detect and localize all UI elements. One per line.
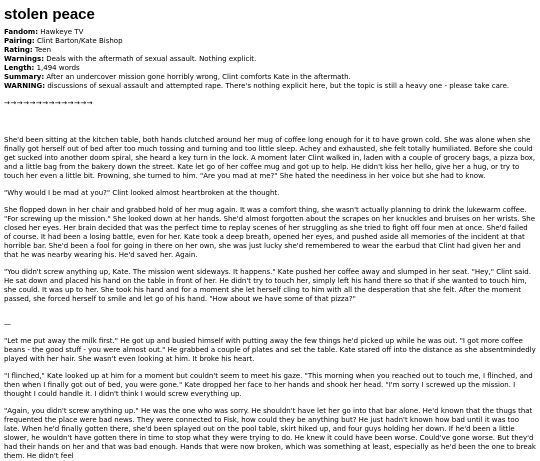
story-paragraph: "You didn't screw anything up, Kate. The mission went sideways. It happens." Kate pushed her coffee away and slumped in her seat. "Hey," Clint said. He sat down and placed his hand on the table in front of her. He didn't try to touch her, simply left his hand there so that if she wanted to touch him, she could. It was up to her. She took his hand and for a moment she let herself cling to him with all the desperation that she felt. After the moment passed, she forced herself to smile and let go of his hand. "How about we have some of that pizza?" — [4, 268, 531, 303]
story-metadata — [4, 28, 536, 91]
meta-fandom: Fandom: Hawkeye TV — [4, 28, 84, 36]
story-body-part-1 — [4, 136, 536, 304]
story-paragraph: "Again, you didn't screw anything up." He was the one who was sorry. He shouldn't have let her go into that bar alone. He'd known that the thugs that frequented the place were bad news. They were connected to Fisk, how could they be anything but? He just hadn't known how bad until it was too late. When he'd finally gotten there, she'd been splayed out on the pool table, skirt hiked up, and four guys holding her down. If he'd been a little slower, he wouldn't have gotten there in time to stop what they were trying to do. He knew it could have been worse. Could've gone worse. But they'd had their hands on her and that was bad enough. Hands that were now broken, which was something at least, especially as he'd been the one to break them. He didn't feel — [4, 407, 536, 460]
story-title: stolen peace — [4, 6, 95, 23]
story-paragraph: "Let me put away the milk first." He got up and busied himself with putting away the few things he'd picked up while he was out. "I got more coffee beans - the good stuff - you were almost out." He grabbed a couple of plates and set the table. Kate stared off into the distance as she absentmindedly played with her hair. She wasn't even looking at him. It broke his heart. — [4, 337, 536, 363]
story-paragraph: "Why would I be mad at you?" Clint looked almost heartbroken at the thought. — [4, 189, 280, 197]
story-body-part-2 — [4, 337, 536, 461]
scene-separator: — — [4, 320, 11, 328]
meta-summary: Summary: After an undercover mission gone horribly wrong, Clint comforts Kate in the aftermath. — [4, 73, 351, 81]
meta-length: Length: 1,494 words — [4, 64, 80, 72]
story-paragraph: She'd been sitting at the kitchen table, both hands clutched around her mug of coffee long enough for it to have grown cold. She was alone when she finally got herself out of bed after too much tossing and turning and too little sleep. Achey and exhausted, she felt totally humiliated. Before she could get sucked into another doom spiral, she heard a key turn in the lock. A moment later Clint walked in, laden with a couple of grocery bags, a pizza box, and a little bag from the bakery down the street. Kate let go of her coffee mug and got up to help. He didn't kiss her hello, give her a hug, or try to touch her even a little bit. Frowning, she turned to him. "Are you mad at me?" She hated the neediness in her voice but she had to know. — [4, 136, 536, 180]
meta-rating: Rating: Teen — [4, 46, 52, 54]
story-paragraph: She flopped down in her chair and grabbed hold of her mug again. It was a comfort thing, she wasn't actually planning to drink the lukewarm coffee. "For screwing up the mission." She looked down at her hands. She'd almost forgotten about the scrapes on her knuckles and bruises on her wrists. She closed her eyes. Her brain decided that was the perfect time to replay scenes of her struggling as she tried to fight off four men at once. She'd failed of course. It had been a losing battle, even for her. Kate took a deep breath, opened her eyes, and pushed aside all memories of the incident at that horrible bar. She'd been a fool for going in there on her own, she was just lucky she'd remembered to wear the earbud that Clint had given her and that he was nearby wearing his. He'd saved her. Again. — [4, 206, 536, 259]
meta-warnings: Warnings: Deals with the aftermath of sexual assault. Nothing explicit. — [4, 55, 257, 63]
meta-content-warning: WARNING: discussions of sexual assault and attempted rape. There's nothing explicit here, but the topic is still a heavy one - please take care. — [4, 82, 510, 90]
story-paragraph: "I flinched," Kate looked up at him for a moment but couldn't seem to meet his gaze. "This morning when you reached out to touch me, I flinched, and then when I finally got out of bed, you were gone." Kate dropped her face to her hands and shook her head. "I'm sorry I screwed up the mission. I thought I could handle it. I didn't think I would screw everything up. — [4, 372, 533, 398]
arrow-divider: →→→→→→→→→→→→→→ — [4, 99, 94, 107]
meta-pairing: Pairing: Clint Barton/Kate Bishop — [4, 37, 123, 45]
